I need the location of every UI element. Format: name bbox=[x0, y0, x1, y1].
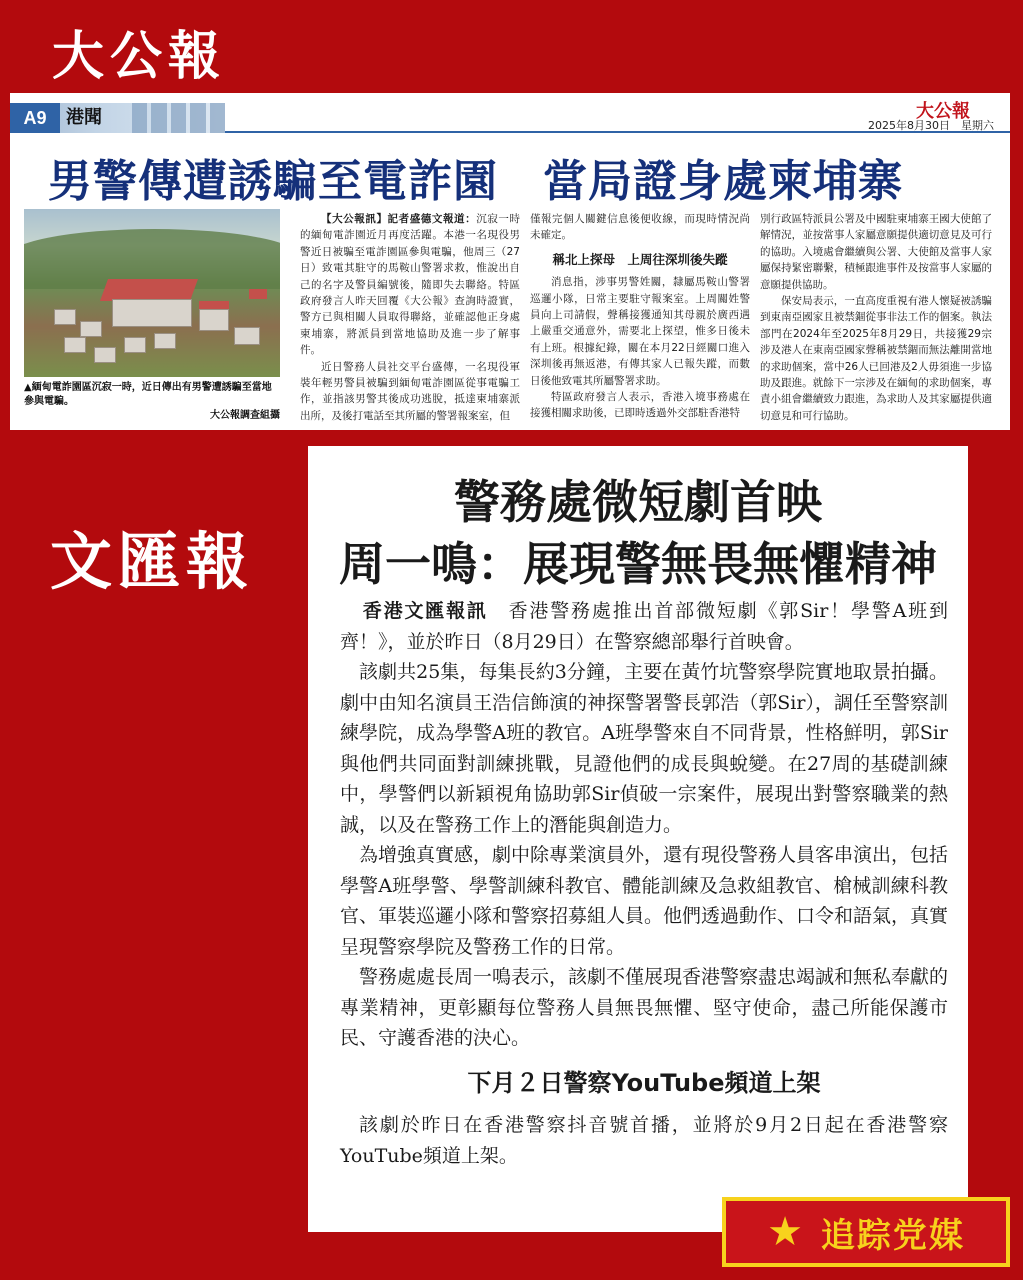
star-icon: ★ bbox=[767, 1209, 803, 1255]
wenweipo-clipping bbox=[308, 446, 968, 1232]
badge-label: 追踪党媒 bbox=[820, 1215, 965, 1256]
dagongbao-clipping bbox=[10, 93, 1010, 430]
dagongbao-logo: 大公報 bbox=[52, 26, 227, 87]
section-name: 港聞 bbox=[66, 107, 102, 128]
article-column-3: 別行政區特派員公署及中國駐柬埔寨王國大使館了解情況，並按當事人家屬意願提供適切意見及可行的協助。入境處會繼續與公署、大使館及當事人家屬保持緊密聯繫，積極跟進事件及按當事人家屬的意願提供協助。 保安局表示，一直高度重視有港人懷疑被誘騙到東南亞國家且被禁錮從事非法工作的個案。執法部門在2024年至2025年8月29日，共接獲29宗涉及港人在東南亞國家聲稱被禁錮而無法離開當地的求助個案，當中26人已回港及2人毋須進一步協助及跟進。就餘下一宗涉及在緬甸的求助個案，專責小組會繼續致力跟進，為求助人及其家屬提供適切意見和可行協助。 bbox=[760, 213, 992, 422]
photo-caption: ▲緬甸電詐園區沉寂一時，近日傳出有男警遭誘騙至當地參與電騙。 大公報調查組攝 bbox=[24, 382, 280, 421]
page-number: A9 bbox=[10, 103, 60, 133]
headline-line-2: 周一鳴：展現警無畏無懼精神 bbox=[339, 537, 937, 591]
masthead-mini: 大公報 bbox=[916, 101, 970, 122]
article-column-2: 僅報完個人關鍵信息後便收線，而現時情況尚未確定。 稱北上探母 上周往深圳後失蹤 消息指，涉事男警姓關，隸屬馬鞍山警署巡邏小隊，日常主要駐守報案室。上周關姓警員向上司請假，聲稱接獲通知其母親於廣西遇上嚴重交通意外，需要北上探望，惟多日後未有上班。根據紀錄，關在本月22日經關口進入深圳後再無返港，有傳其家人已報失蹤，而數日後他致電其所屬警署求助。 特區政府發言人表示，香港入境事務處在接獲相關求助後，已即時透過外交部駐香港特 bbox=[530, 213, 750, 420]
band-decoration bbox=[132, 103, 225, 133]
issue-date: 2025年8月30日 星期六 bbox=[868, 119, 994, 132]
article-column-1: 【大公報訊】記者盛德文報道：沉寂一時的緬甸電詐園近月再度活躍。本港一名現役男警近日被騙至電詐園區參與電騙，他周三（27日）致電其駐守的馬鞍山警署求救，惟說出自己的名字及警員編號後，隨即失去聯絡。特區政府發言人昨天回覆《大公報》查詢時證實，警方已與相關人員取得聯絡，並確認他正身處柬埔寨，將派員到當地協助及進一步了解事件。 近日警務人員社交平台盛傳，一名現役軍裝年輕男警員被騙到緬甸電詐園區從事電騙工作，並指該男警其後成功逃脫，抵達柬埔寨派出所，及後打電話至其所屬的警署報案室，但 bbox=[300, 213, 521, 422]
section-band bbox=[10, 103, 225, 133]
compound-photo bbox=[24, 209, 280, 377]
wenweipo-logo: 文匯報 bbox=[50, 525, 255, 598]
article-subhead: 稱北上探母 上周往深圳後失蹤 bbox=[552, 251, 728, 267]
article-body: 香港文匯報訊 香港警務處推出首部微短劇《郭Sir！學警A班到齊！》，並於昨日（8月29日）在警察總部舉行首映會。 該劇共25集，每集長約3分鐘，主要在黃竹坑警察學院實地取景拍攝。劇中由知名演員王浩信飾演的神探警署警長郭浩（郭Sir），調任至警察訓練學院，成為學警A班的教官。A班學警來自不同背景，性格鮮明，郭Sir與他們共同面對訓練挑戰，見證他們的成長與蛻變。在27周的基礎訓練中，學警們以新穎視角協助郭Sir偵破一宗案件，展現出對警察職業的熱誠，以及在警務工作上的潛能與創造力。 為增強真實感，劇中除專業演員外，還有現役警務人員客串演出，包括學警A班學警、學警訓練科教官、體能訓練及急救組教官、槍械訓練科教官、軍裝巡邏小隊和警察招募組人員。他們透過動作、口令和語氣，真實呈現警察學院及警務工作的日常。 警務處處長周一鳴表示，該劇不僅展現香港警察盡忠竭誠和無私奉獻的專業精神，更彰顯每位警務人員無畏無懼、堅守使命，盡己所能保護市民、守護香港的決心。 下月２日警察YouTube頻道上架 該劇於昨日在香港警察抖音號首播，並將於9月2日起在香港警察YouTube頻道上架。 bbox=[340, 600, 949, 1167]
byline: 【大公報訊】記者盛德文報道： bbox=[321, 213, 477, 225]
follow-party-media-badge[interactable] bbox=[722, 1197, 1010, 1267]
dateline: 香港文匯報訊 bbox=[362, 600, 488, 622]
photo-credit: 大公報調查組攝 bbox=[210, 410, 280, 421]
headline-line-1: 警務處微短劇首映 bbox=[454, 475, 822, 529]
article-subhead: 下月２日警察YouTube頻道上架 bbox=[467, 1068, 821, 1097]
article-headline: 男警傳遭誘騙至電詐園 當局證身處柬埔寨 bbox=[48, 156, 903, 207]
